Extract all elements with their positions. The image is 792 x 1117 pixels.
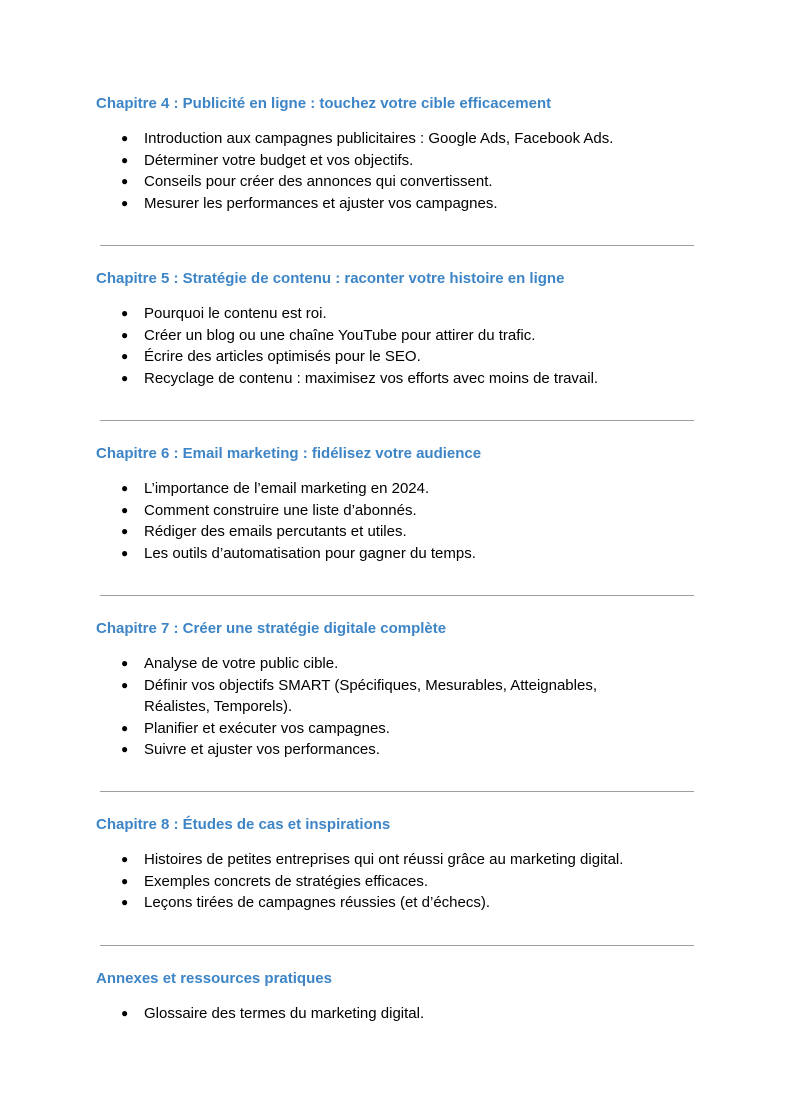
list-item-text: Histoires de petites entreprises qui ont réussi grâce au marketing digital.: [144, 851, 624, 868]
bullet-icon: ●: [121, 195, 129, 210]
bullet-list: [96, 849, 696, 914]
bullet-icon: ●: [121, 131, 129, 145]
list-item: [96, 346, 696, 368]
section-chapitre-8: [96, 816, 696, 914]
bullet-list: [96, 478, 696, 564]
bullet-icon: ●: [121, 720, 129, 735]
list-item: [96, 675, 696, 718]
bullet-icon: ●: [121, 349, 129, 363]
bullet-list: [96, 303, 696, 389]
list-item: [96, 1003, 696, 1025]
list-item-text: Glossaire des termes du marketing digital.: [144, 1005, 425, 1022]
list-item-text: Déterminer votre budget et vos objectifs.: [144, 151, 414, 169]
list-item: [96, 849, 696, 871]
bullet-icon: ●: [121, 152, 129, 167]
list-item: [96, 303, 696, 325]
list-item: [96, 171, 696, 193]
bullet-icon: ●: [121, 327, 129, 342]
section-heading: Chapitre 5 : Stratégie de contenu : raconter votre histoire en ligne: [96, 270, 565, 287]
section-chapitre-4: [96, 95, 696, 214]
section-chapitre-6: [96, 445, 696, 564]
bullet-icon: ●: [121, 895, 129, 909]
section-heading: Chapitre 7 : Créer une stratégie digitale complète: [96, 620, 447, 637]
bullet-list: [96, 1003, 696, 1025]
list-item-text: L’importance de l’email marketing en 2024.: [144, 480, 430, 497]
bullet-icon: ●: [121, 742, 129, 756]
section-divider: [100, 420, 694, 421]
list-item-text: Mesurer les performances et ajuster vos campagnes.: [144, 194, 498, 212]
section-divider: [100, 791, 694, 792]
section-annexes: [96, 970, 696, 1025]
bullet-icon: ●: [121, 677, 129, 692]
list-item-text: Les outils d’automatisation pour gagner du temps.: [144, 544, 476, 562]
list-item: [96, 478, 696, 500]
bullet-icon: ●: [121, 524, 129, 538]
list-item: [96, 193, 696, 215]
section-divider: [100, 245, 694, 246]
section-divider: [100, 945, 694, 946]
list-item: [96, 128, 696, 150]
bullet-icon: ●: [121, 1006, 129, 1020]
list-item-text: Leçons tirées de campagnes réussies (et d’échecs).: [144, 894, 491, 911]
bullet-icon: ●: [121, 873, 129, 888]
section-chapitre-5: [96, 270, 696, 389]
bullet-list: [96, 653, 696, 761]
section-heading: Chapitre 4 : Publicité en ligne : touchez votre cible efficacement: [96, 95, 552, 112]
section-chapitre-7: [96, 620, 696, 761]
section-divider: [100, 595, 694, 596]
list-item-text: Analyse de votre public cible.: [144, 655, 339, 672]
list-item: [96, 368, 696, 390]
list-item-text: Recyclage de contenu : maximisez vos efforts avec moins de travail.: [144, 369, 599, 387]
list-item: [96, 739, 696, 761]
list-item: [96, 543, 696, 565]
list-item-text: Définir vos objectifs SMART (Spécifiques, Mesurables, Atteignables, Réalistes, Temporels).: [144, 676, 597, 715]
bullet-icon: ●: [121, 656, 129, 670]
list-item-text: Créer un blog ou une chaîne YouTube pour attirer du trafic.: [144, 326, 536, 344]
list-item-text: Écrire des articles optimisés pour le SEO.: [144, 348, 421, 365]
bullet-list: [96, 128, 696, 214]
bullet-icon: ●: [121, 306, 129, 320]
bullet-icon: ●: [121, 545, 129, 560]
section-heading: Chapitre 6 : Email marketing : fidélisez votre audience: [96, 445, 482, 462]
list-item-text: Suivre et ajuster vos performances.: [144, 741, 380, 758]
list-item: [96, 521, 696, 543]
list-item: [96, 718, 696, 740]
bullet-icon: ●: [121, 502, 129, 517]
list-item: [96, 150, 696, 172]
bullet-icon: ●: [121, 174, 129, 188]
list-item-text: Rédiger des emails percutants et utiles.: [144, 523, 407, 540]
bullet-icon: ●: [121, 370, 129, 385]
list-item-text: Comment construire une liste d’abonnés.: [144, 501, 417, 519]
list-item: [96, 653, 696, 675]
list-item: [96, 500, 696, 522]
list-item: [96, 325, 696, 347]
section-heading: Annexes et ressources pratiques: [96, 970, 332, 987]
list-item: [96, 892, 696, 914]
list-item-text: Pourquoi le contenu est roi.: [144, 305, 327, 322]
list-item-text: Conseils pour créer des annonces qui convertissent.: [144, 173, 493, 190]
bullet-icon: ●: [121, 481, 129, 495]
bullet-icon: ●: [121, 852, 129, 866]
list-item: [96, 871, 696, 893]
section-heading: Chapitre 8 : Études de cas et inspirations: [96, 816, 391, 833]
list-item-text: Exemples concrets de stratégies efficaces.: [144, 872, 429, 890]
list-item-text: Introduction aux campagnes publicitaires : Google Ads, Facebook Ads.: [144, 130, 614, 147]
list-item-text: Planifier et exécuter vos campagnes.: [144, 719, 390, 737]
